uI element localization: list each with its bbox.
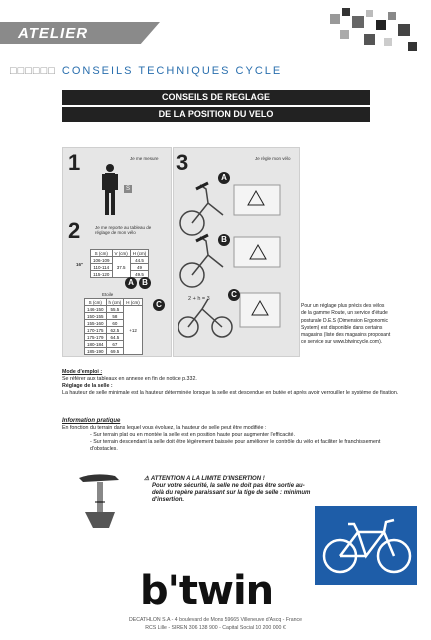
decorative-squares — [320, 6, 420, 56]
des-service-note: Pour un réglage plus précis des vélos de la gamme Route, un service d'étude posturale D.E.S (Dimension Ergonomic System) est disponible dans certains magasins (liste des magasins proposant ce service sur www.btwincycle.com). — [301, 303, 391, 346]
s-marker: S — [125, 186, 130, 192]
label-a-left: A — [125, 277, 137, 289]
info-intro: En fonction du terrain dans lequel vous évoluez, la hauteur de selle peut être modifiée : — [62, 425, 267, 431]
warning-text: Pour votre sécurité, la selle ne doit pas être sortie au-delà du repère paraissant sur la tige de selle : minimum d'insertion. — [152, 483, 311, 503]
warning-title-text: ATTENTION A LA LIMITE D'INSERTION ! — [150, 476, 265, 482]
table2-header: S (cm) — [85, 299, 107, 306]
warning-block — [144, 476, 314, 504]
table2-cell: 150-155 — [85, 313, 107, 320]
size-table — [90, 249, 149, 278]
table1-header: V (cm) — [112, 250, 130, 257]
bike-adjustment-illustration — [178, 175, 296, 350]
table2-cell: 155-160 — [85, 320, 107, 327]
info-item-1: - Sur terrain plat ou en montée la selle est en position haute pour augmenter l'efficacité. — [90, 432, 295, 438]
btwin-logo: b'twin — [140, 568, 274, 614]
note-adjust: Je règle mon vélo — [255, 156, 291, 161]
info-block — [62, 418, 402, 453]
table2-cell: 185-190 — [85, 348, 107, 355]
table2-cell: 69.5 — [106, 348, 124, 355]
footer-line-1: DECATHLON S.A - 4 boulevard de Mons 59665 Villeneuve d'Ascq - France — [129, 617, 302, 623]
table1-header: S (cm) — [91, 250, 113, 257]
label-c-left: C — [153, 299, 165, 311]
mode-block — [62, 369, 402, 397]
table2-cell: 55.5 — [106, 306, 124, 313]
size-label: 16" — [76, 262, 84, 267]
mode-title: Mode d'emploi : — [62, 369, 103, 375]
step-3: 3 — [176, 150, 189, 175]
bike-icon — [318, 512, 416, 580]
sizing-table — [84, 298, 143, 355]
table2-cell: 62.5 — [106, 327, 124, 334]
table1-cell: 37.5 — [112, 257, 130, 278]
selle-title: Réglage de la selle : — [62, 383, 113, 389]
table2-cell: 146-150 — [85, 306, 107, 313]
table2-cell: 175-179 — [85, 334, 107, 341]
table1-cell: 115-120 — [91, 271, 113, 278]
table2-cell: 58 — [106, 313, 124, 320]
step-2: 2 — [68, 218, 81, 243]
table2-header: h (cm) — [106, 299, 124, 306]
label-c-right: C — [228, 289, 240, 301]
table2-title: Etoile — [102, 292, 114, 297]
table2-cell: 180-184 — [85, 341, 107, 348]
section-title-text: CONSEILS TECHNIQUES CYCLE — [61, 65, 283, 77]
warning-title — [144, 476, 314, 483]
table2-cell: 64.5 — [106, 334, 124, 341]
table2-cell: 60 — [106, 320, 124, 327]
mode-text: Se référer aux tableaux en annexe en fin de notice p.332. — [62, 376, 197, 382]
table1-cell: 110-114 — [91, 264, 113, 271]
footer-line-2: RCS Lille - SIREN 306 138 900 - Capital Social 10 200 000 € — [145, 625, 286, 631]
label-b-right: B — [218, 234, 230, 246]
table2-header: H (cm) — [124, 299, 143, 306]
table1-cell: 49 — [130, 264, 149, 271]
table1-cell: 44.5 — [130, 257, 149, 264]
atelier-logo: ATELIER — [18, 25, 89, 42]
table1-header: H (cm) — [130, 250, 149, 257]
seatpost-illustration — [75, 472, 135, 530]
table2-cell: 67 — [106, 341, 124, 348]
section-title — [10, 65, 282, 77]
title-bar-2: DE LA POSITION DU VELO — [62, 107, 370, 122]
table1-cell: 106-109 — [91, 257, 113, 264]
warning-icon: ⚠ — [144, 476, 151, 482]
selle-text: La hauteur de selle minimale est la hauteur déterminée lorsque la selle est descendue en butée et après avoir verrouiller le système de fixation. — [62, 390, 399, 396]
table2-cell: 170-175 — [85, 327, 107, 334]
label-a-right: A — [218, 172, 230, 184]
section-boxes: □□□□□□ — [10, 65, 56, 77]
title-bar-1: CONSEILS DE REGLAGE — [62, 90, 370, 105]
person-silhouette-icon — [96, 163, 126, 218]
info-item-2: - Sur terrain descendant la selle doit être légèrement baissée pour améliorer le contrôle du vélo et faciliter le franchissement d'obstacles. — [90, 439, 381, 452]
formula: 2 + h = 3 — [188, 296, 210, 302]
note-measure: Je me mesure — [130, 156, 159, 161]
table2-cell: +12 — [124, 306, 143, 355]
table1-cell: 49.5 — [130, 271, 149, 278]
info-title: Information pratique — [62, 418, 121, 424]
step-1: 1 — [68, 150, 81, 175]
note-table: Je me reporte au tableau de réglage de mon vélo — [95, 225, 152, 235]
label-b-left: B — [139, 277, 151, 289]
